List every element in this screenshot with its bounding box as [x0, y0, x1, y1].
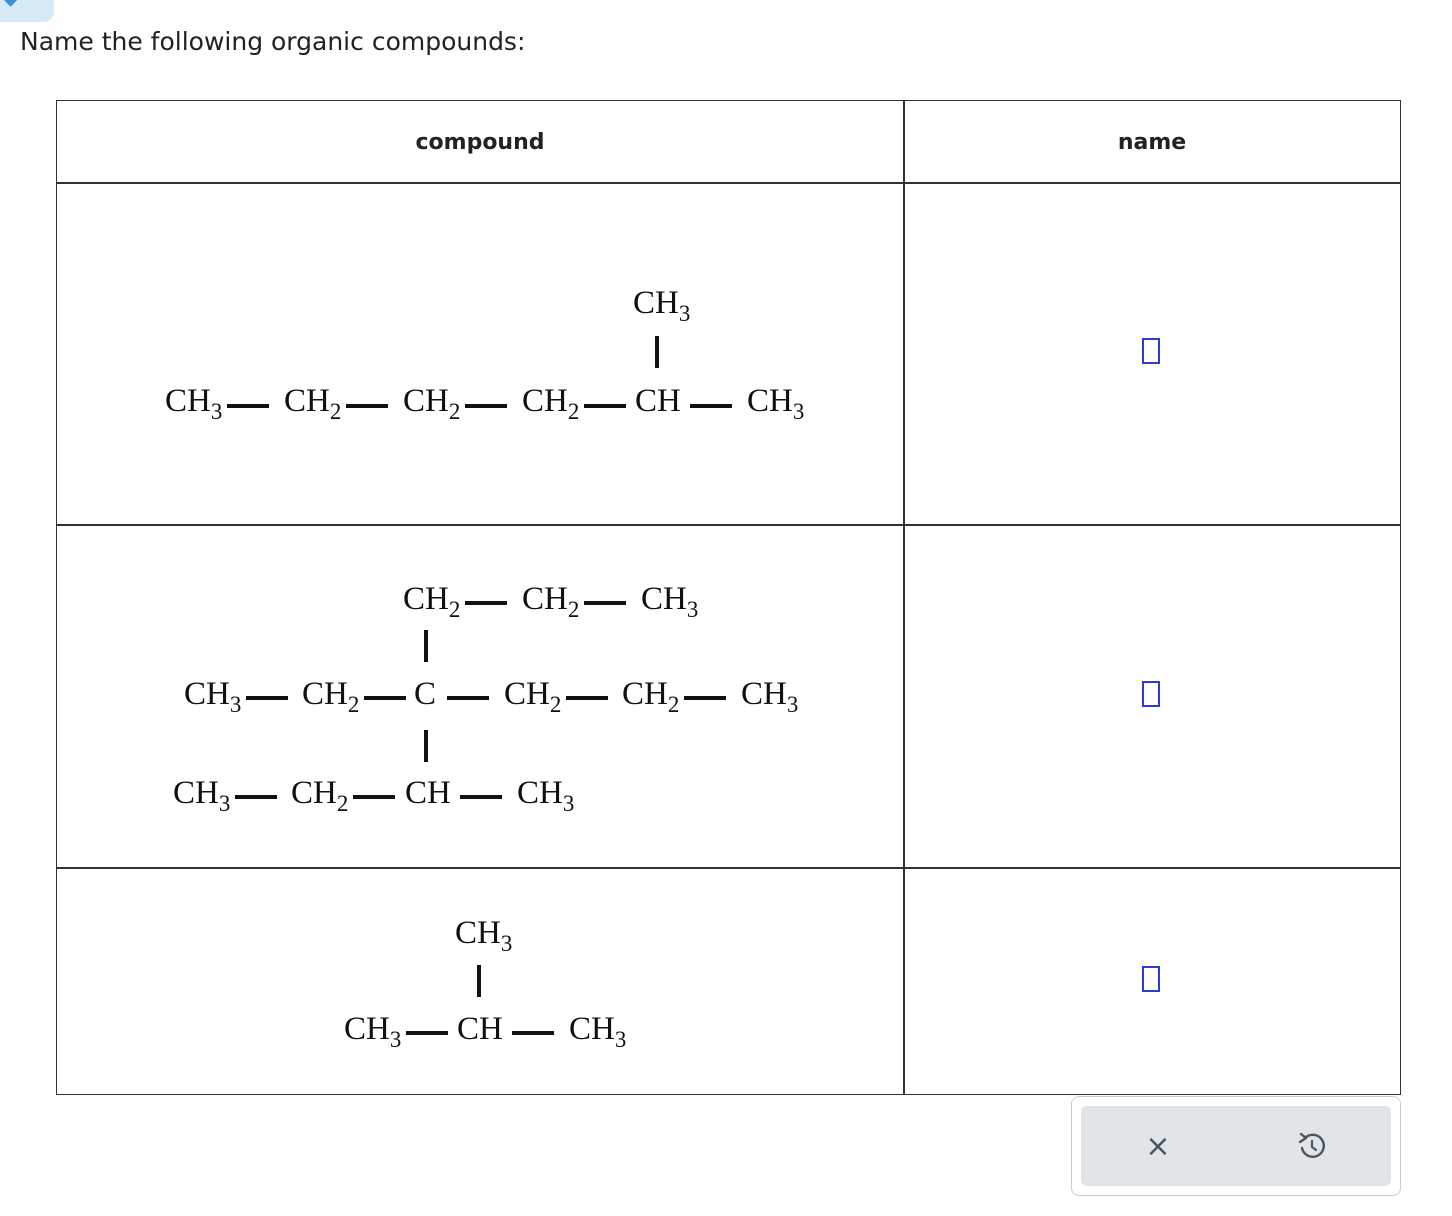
chem-group: $CH_2$ — [622, 676, 680, 717]
chem-group: $CH_2$ — [291, 775, 349, 816]
column-divider — [903, 101, 905, 1094]
chem-group: $CH_2$ — [504, 676, 562, 717]
chem-group: $CH_2$ — [403, 383, 461, 424]
bond — [690, 404, 732, 408]
name-input-3[interactable] — [1142, 966, 1160, 992]
bond — [447, 696, 489, 700]
chem-group: $CH_3$ — [747, 383, 805, 424]
bond — [566, 696, 608, 700]
chem-group: $CH_3$ — [569, 1011, 627, 1052]
bond — [465, 601, 507, 605]
undo-icon — [1295, 1129, 1329, 1163]
chem-group: $CH_3$ — [173, 775, 231, 816]
bond-vertical — [424, 630, 428, 662]
header-compound: compound — [415, 130, 545, 155]
chem-group: $CH_3$ — [517, 775, 575, 816]
compounds-table — [56, 100, 1401, 1095]
name-input-1[interactable] — [1142, 338, 1160, 364]
chem-group: $CH_3$ — [344, 1011, 402, 1052]
chem-group: CH — [457, 1011, 503, 1047]
undo-button[interactable] — [1282, 1116, 1342, 1176]
chem-group: $CH_2$ — [522, 581, 580, 622]
chem-group: $CH_3$ — [633, 285, 691, 326]
row-divider — [57, 867, 1400, 869]
row-divider — [57, 182, 1400, 184]
chem-group: $CH_2$ — [522, 383, 580, 424]
chem-group: CH — [635, 383, 681, 419]
bond-vertical — [424, 730, 428, 762]
bond — [465, 404, 507, 408]
bond — [246, 696, 288, 700]
chem-group: $CH_3$ — [184, 676, 242, 717]
bond — [227, 404, 269, 408]
row-divider — [57, 524, 1400, 526]
chem-group: C — [414, 676, 437, 712]
bond-vertical — [655, 336, 659, 368]
bond — [684, 696, 726, 700]
chem-group: CH — [405, 775, 451, 811]
chem-group: $CH_3$ — [455, 915, 513, 956]
chem-group: $CH_2$ — [284, 383, 342, 424]
name-input-2[interactable] — [1142, 681, 1160, 707]
bond-vertical — [477, 965, 481, 997]
question-prompt: Name the following organic compounds: — [20, 27, 526, 56]
x-icon: × — [1145, 1128, 1171, 1164]
chem-group: $CH_3$ — [641, 581, 699, 622]
chem-group: $CH_2$ — [403, 581, 461, 622]
chem-group: $CH_3$ — [741, 676, 799, 717]
bond — [346, 404, 388, 408]
bond — [353, 795, 395, 799]
bond — [584, 601, 626, 605]
clear-button[interactable] — [1128, 1116, 1188, 1176]
bond — [584, 404, 626, 408]
chem-group: $CH_2$ — [302, 676, 360, 717]
bond — [364, 696, 406, 700]
bond — [512, 1031, 554, 1035]
header-name: name — [1117, 130, 1187, 155]
bond — [406, 1031, 448, 1035]
bond — [235, 795, 277, 799]
bond — [460, 795, 502, 799]
chem-group: $CH_3$ — [165, 383, 223, 424]
